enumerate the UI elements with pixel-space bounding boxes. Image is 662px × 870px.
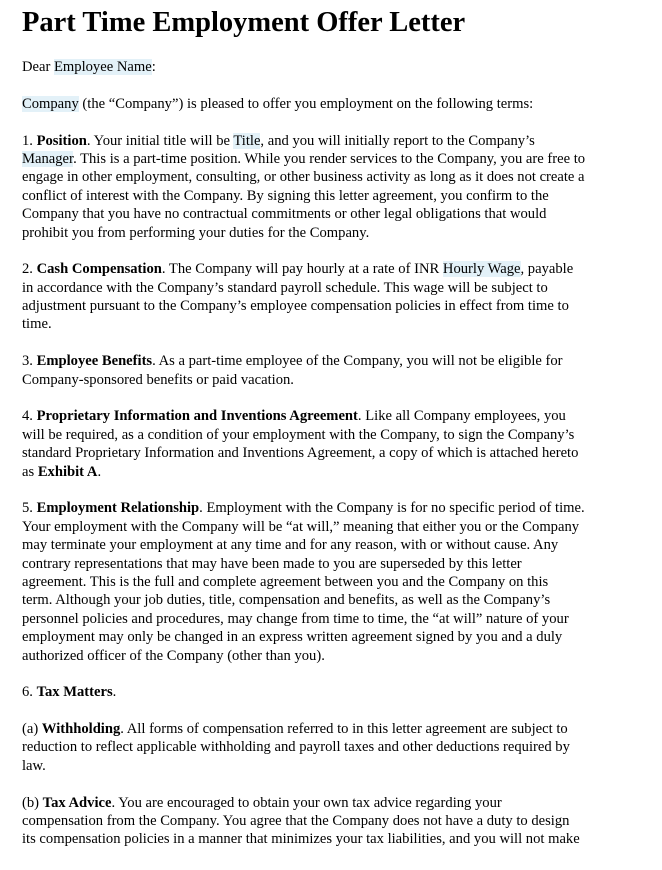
text-run: as <box>22 463 38 480</box>
section-heading: Withholding <box>41 721 121 738</box>
text-run: 3. <box>22 353 37 370</box>
text-run: . The Company will pay hourly at a rate of INR <box>161 261 443 278</box>
text-run: its compensation policies in a manner that minimizes your tax liabilities, and you will not make <box>22 831 580 848</box>
placeholder-field: Manager <box>22 150 74 167</box>
text-run: Company that you have no contractual commitments or other legal obligations that would <box>22 206 547 223</box>
text-run: agreement. This is the full and complete agreement between you and the Company on this <box>22 573 549 590</box>
section-heading: Employment Relationship <box>36 500 200 517</box>
text-line <box>22 187 660 205</box>
text-line <box>22 444 660 462</box>
text-line <box>22 757 660 775</box>
section-heading: Cash Compensation <box>36 261 162 278</box>
text-line <box>22 150 660 168</box>
text-line <box>22 499 660 517</box>
text-line <box>22 95 660 113</box>
text-run: prohibit you from performing your duties for the Company. <box>22 224 370 241</box>
text-run: . Your initial title will be <box>86 132 234 149</box>
text-run: standard Proprietary Information and Inventions Agreement, a copy of which is attached hereto <box>22 445 579 462</box>
paragraph <box>22 720 660 775</box>
text-run: compensation from the Company. You agree that the Company does not have a duty to design <box>22 813 570 830</box>
placeholder-field: Title <box>233 132 261 149</box>
paragraph <box>22 407 660 481</box>
text-run: authorized officer of the Company (other than you). <box>22 647 325 664</box>
text-run: conflict of interest with the Company. By signing this letter agreement, you confirm to the <box>22 187 549 204</box>
text-line <box>22 463 660 481</box>
paragraph <box>22 260 660 334</box>
text-line <box>22 683 660 701</box>
text-run: contrary representations that may have been made to you are superseded by this letter <box>22 555 522 572</box>
text-line <box>22 738 660 756</box>
text-run: (b) <box>22 794 43 811</box>
text-run: Your employment with the Company will be “at will,” meaning that either you or the Company <box>22 518 580 535</box>
text-line <box>22 628 660 646</box>
text-line <box>22 647 660 665</box>
text-line <box>22 720 660 738</box>
text-run: . Like all Company employees, you <box>357 408 566 425</box>
paragraph <box>22 499 660 665</box>
text-run: 1. <box>22 132 37 149</box>
section-heading: Proprietary Information and Inventions Agreement <box>36 408 358 425</box>
text-line <box>22 224 660 242</box>
text-run: term. Although your job duties, title, compensation and benefits, as well as the Company’s <box>22 592 551 609</box>
text-run: . <box>97 463 102 480</box>
text-line <box>22 812 660 830</box>
text-run: , and you will initially report to the Company’s <box>260 132 535 149</box>
document-body <box>22 58 660 849</box>
text-line <box>22 205 660 223</box>
placeholder-field: Employee Name <box>54 59 152 75</box>
paragraph <box>22 132 660 242</box>
text-run: law. <box>22 757 46 774</box>
text-run: , payable <box>520 261 574 278</box>
text-run: in accordance with the Company’s standard payroll schedule. This wage will be subject to <box>22 279 548 296</box>
text-run: reduction to reflect applicable withholding and payroll taxes and other deductions required by <box>22 739 570 756</box>
text-run: . As a part-time employee of the Company, you will not be eligible for <box>152 353 563 370</box>
text-line <box>22 58 660 76</box>
text-line <box>22 371 660 389</box>
text-run: 6. <box>22 684 37 701</box>
text-run: . All forms of compensation referred to in this letter agreement are subject to <box>120 721 568 738</box>
text-line <box>22 426 660 444</box>
paragraph <box>22 683 660 701</box>
paragraph <box>22 794 660 849</box>
text-run: adjustment pursuant to the Company’s employee compensation policies in effect from time to <box>22 298 569 315</box>
section-heading: Tax Advice <box>42 794 112 811</box>
text-run: personnel policies and procedures, may change from time to time, the “at will” nature of your <box>22 610 569 627</box>
text-run: Dear <box>22 59 55 75</box>
text-line <box>22 132 660 150</box>
text-line <box>22 352 660 370</box>
text-run: may terminate your employment at any time and for any reason, with or without cause. Any <box>22 537 559 554</box>
document-title: Part Time Employment Offer Letter <box>22 7 466 38</box>
text-line <box>22 297 660 315</box>
text-line <box>22 279 660 297</box>
text-line <box>22 610 660 628</box>
text-line <box>22 315 660 333</box>
paragraph <box>22 352 660 389</box>
text-run: (a) <box>22 721 42 738</box>
text-run: : <box>151 59 156 75</box>
placeholder-field: Hourly Wage <box>442 261 521 278</box>
text-line <box>22 794 660 812</box>
text-run: Company-sponsored benefits or paid vacation. <box>22 371 294 388</box>
section-heading: Exhibit A <box>37 463 98 480</box>
text-line <box>22 536 660 554</box>
text-line <box>22 407 660 425</box>
text-line <box>22 591 660 609</box>
section-heading: Tax Matters <box>36 684 113 701</box>
text-run: time. <box>22 316 52 333</box>
text-run: 2. <box>22 261 37 278</box>
text-run: . Employment with the Company is for no specific period of time. <box>199 500 585 517</box>
text-line <box>22 573 660 591</box>
text-run: (the “Company”) is pleased to offer you employment on the following terms: <box>78 95 534 112</box>
text-line <box>22 518 660 536</box>
text-run: engage in other employment, consulting, or other business activity as long as it does not create a <box>22 169 585 186</box>
text-run: . This is a part-time position. While you render services to the Company, you are free to <box>73 150 586 167</box>
text-run: 5. <box>22 500 37 517</box>
section-heading: Position <box>36 132 87 149</box>
text-run: 4. <box>22 408 37 425</box>
placeholder-field: Company <box>22 95 79 112</box>
paragraph <box>22 95 660 113</box>
text-line <box>22 168 660 186</box>
text-run: . <box>112 684 117 701</box>
section-heading: Employee Benefits <box>36 353 153 370</box>
text-line <box>22 555 660 573</box>
paragraph <box>22 58 660 76</box>
text-run: employment may only be changed in an express written agreement signed by you and a duly <box>22 629 563 646</box>
text-line <box>22 830 660 848</box>
text-run: will be required, as a condition of your employment with the Company, to sign the Company’s <box>22 426 575 443</box>
text-run: . You are encouraged to obtain your own tax advice regarding your <box>111 794 502 811</box>
text-line <box>22 260 660 278</box>
